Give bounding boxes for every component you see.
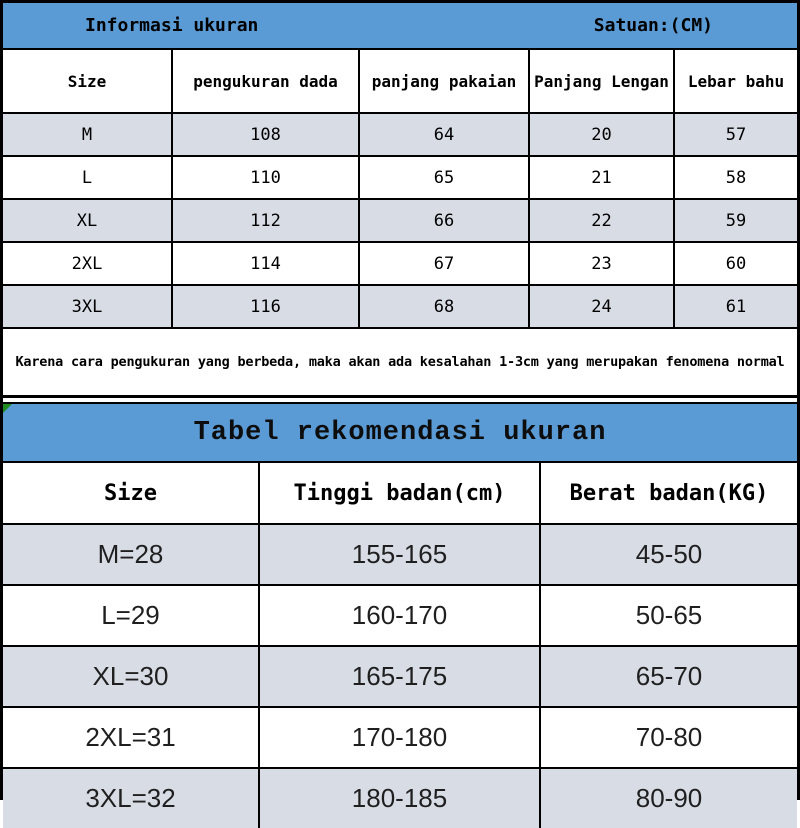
size-table-row-2xl: [3, 243, 797, 286]
table-cell: 58: [725, 167, 747, 188]
table-cell: 110: [173, 157, 360, 198]
table-cell: 59: [725, 210, 747, 231]
column-header-shoulder: Lebar bahu: [687, 71, 785, 91]
table-cell: 64: [360, 114, 530, 155]
column-header-size: Size: [3, 463, 260, 523]
table-cell: 66: [360, 200, 530, 241]
table-cell: 155-165: [260, 525, 541, 584]
table-cell: 24: [530, 286, 675, 327]
table-cell: 50-65: [635, 600, 703, 630]
table-cell: M: [3, 114, 173, 155]
column-header-size: Size: [3, 50, 173, 112]
recommendation-row-2xl: [3, 708, 797, 769]
table-cell: 116: [173, 286, 360, 327]
green-corner-marker: [3, 404, 12, 413]
table-cell: 57: [725, 124, 747, 145]
table-cell: 22: [530, 200, 675, 241]
table-cell: 21: [530, 157, 675, 198]
unit-label: Satuan:(CM): [593, 15, 713, 36]
size-info-title: Informasi ukuran: [85, 15, 259, 36]
table-cell: M=28: [3, 525, 260, 584]
recommendation-title: Tabel rekomendasi ukuran: [193, 417, 607, 448]
table-cell: L: [3, 157, 173, 198]
recommendation-row-l: [3, 586, 797, 647]
measurement-note: Karena cara pengukuran yang berbeda, maka akan ada kesalahan 1-3cm yang merupakan fenomena normal: [3, 329, 797, 398]
column-header-length: panjang pakaian: [360, 50, 530, 112]
recommendation-row-xl: [3, 647, 797, 708]
table-cell: 61: [725, 296, 747, 317]
table-cell: 2XL=31: [3, 708, 260, 767]
size-table-row-l: [3, 157, 797, 200]
column-header-sleeve: Panjang Lengan: [530, 50, 675, 112]
table-cell: 114: [173, 243, 360, 284]
recommendation-title-band: [3, 402, 797, 463]
table-cell: XL: [3, 200, 173, 241]
size-table-row-xl: [3, 200, 797, 243]
size-table-row-m: [3, 114, 797, 157]
table-cell: 3XL: [3, 286, 173, 327]
column-header-chest: pengukuran dada: [173, 50, 360, 112]
table-cell: L=29: [3, 586, 260, 645]
table-cell: 70-80: [635, 722, 703, 752]
table-cell: 65-70: [635, 661, 703, 691]
table-cell: 108: [173, 114, 360, 155]
size-table-row-3xl: [3, 286, 797, 329]
table-cell: 67: [360, 243, 530, 284]
table-cell: 3XL=32: [3, 769, 260, 828]
table-cell: 80-90: [635, 783, 703, 813]
recommendation-row-m: [3, 525, 797, 586]
size-chart-image: [3, 3, 797, 813]
table-cell: 23: [530, 243, 675, 284]
size-info-title-band: [3, 3, 797, 50]
table-cell: 60: [725, 253, 747, 274]
table-cell: 2XL: [3, 243, 173, 284]
table-cell: 65: [360, 157, 530, 198]
column-header-height: Tinggi badan(cm): [260, 463, 541, 523]
size-table-header-row: [3, 50, 797, 114]
recommendation-row-3xl: [3, 769, 797, 828]
table-cell: 112: [173, 200, 360, 241]
table-cell: 165-175: [260, 647, 541, 706]
table-cell: 68: [360, 286, 530, 327]
table-cell: 45-50: [635, 539, 703, 569]
column-header-weight: Berat badan(KG): [569, 480, 769, 506]
recommendation-header-row: [3, 463, 797, 525]
table-cell: 170-180: [260, 708, 541, 767]
table-cell: 20: [530, 114, 675, 155]
table-cell: XL=30: [3, 647, 260, 706]
table-cell: 180-185: [260, 769, 541, 828]
table-cell: 160-170: [260, 586, 541, 645]
